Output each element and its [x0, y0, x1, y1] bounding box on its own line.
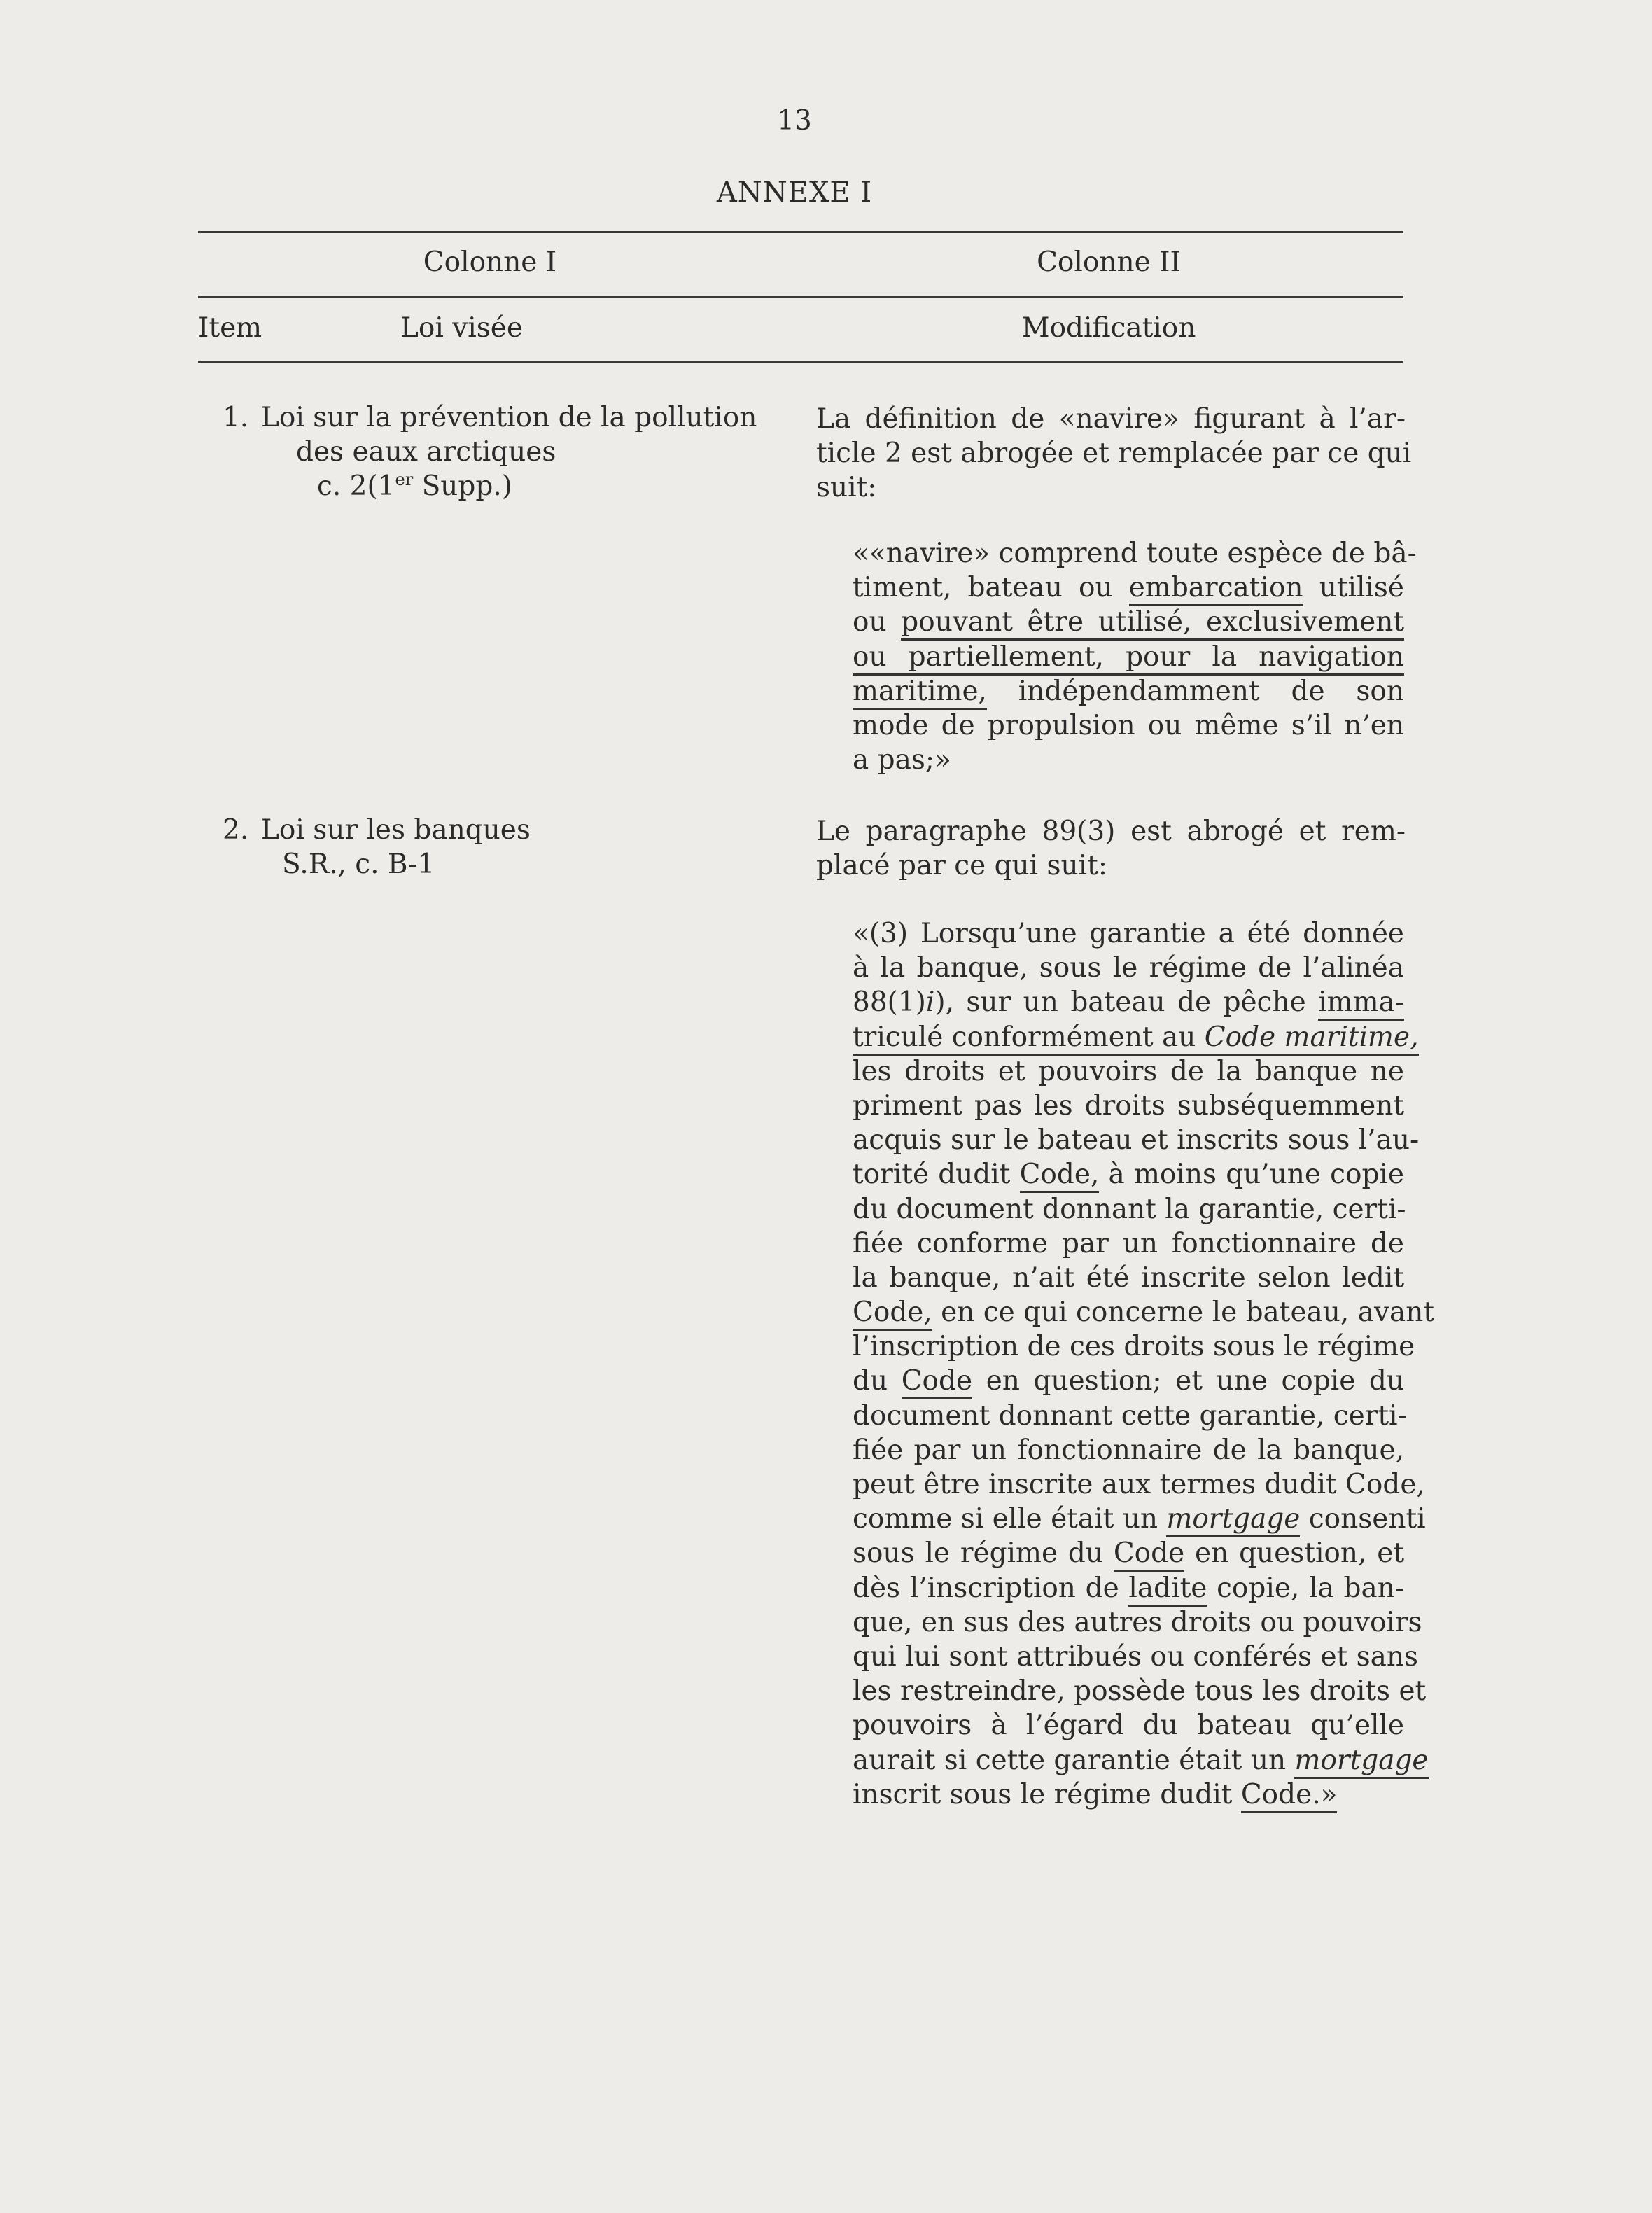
row-2-law [261, 813, 863, 881]
row-2-number: 2. [223, 814, 249, 846]
row-1-number: 1. [223, 402, 249, 433]
row-2-quote: «(3) Lorsqu’une garantie a été donnée à la banque, sous le régime de l’alinéa 88(1)i), sur un bateau de pêche imma- triculé conformément au Code maritime, les droits et pouvoirs de la banque ne priment pas les droits subséquemment acquis sur le bateau et inscrits sous l’au- torité dudit Code, à moins qu’une copie du document donnant la garantie, certi- fiée conforme par un fonctionnaire de la banque, n’ait été inscrite selon ledit Code, en ce qui concerne le bateau, avant l’inscription de ces droits sous le régime du Code en question; et une copie du document donnant cette garantie, certi- fiée par un fonctionnaire de la banque, peut être inscrite aux termes dudit Code, comme si elle était un mortgage consenti sous le régime du Code en question, et dès l’inscription de ladite copie, la ban- que, en sus des autres droits ou pouvoirs qui lui sont attribués ou conférés et sans les restreindre, possède tous les droits et pouvoirs à l’égard du bateau qu’elle aurait si cette garantie était un mortgage inscrit sous le régime dudit Code.» [853, 916, 1404, 1812]
header-amendment: Modification [1021, 312, 1196, 344]
header-item: Item [198, 312, 262, 344]
row-1-law-line1: Loi sur la prévention de la pollution [261, 402, 757, 433]
row-1-law [261, 400, 863, 503]
row-2-intro: Le paragraphe 89(3) est abrogé et rem- placé par ce qui suit: [816, 816, 1406, 882]
schedule-title: ANNEXE I [716, 176, 873, 209]
top-rule [198, 231, 1404, 233]
row-2-law-line2: S.R., c. B-1 [282, 849, 435, 880]
page-number: 13 [777, 105, 812, 137]
header-column1: Colonne I [423, 246, 557, 278]
row-1-intro: La définition de «navire» figurant à l’ar- ticle 2 est abrogée et remplacée par ce qui suit: [816, 403, 1412, 504]
row-1-law-line2: des eaux arctiques [296, 436, 556, 468]
row-2-law-line1: Loi sur les banques [261, 814, 531, 846]
header-column2: Colonne II [1037, 246, 1181, 278]
row-1-quote: ««navire» comprend toute espèce de bâ- timent, bateau ou embarcation utilisé ou pouvant être utilisé, exclusivement ou partiellement, pour la navigation maritime, indépendamment de son mode de propulsion ou même s’il n’en a pas;» [853, 538, 1417, 776]
row-1-law-citation: c. 2(1er Supp.) [317, 470, 512, 502]
header-bottom-rule [198, 361, 1404, 363]
header-law: Loi visée [400, 312, 523, 344]
middle-rule [198, 296, 1404, 298]
